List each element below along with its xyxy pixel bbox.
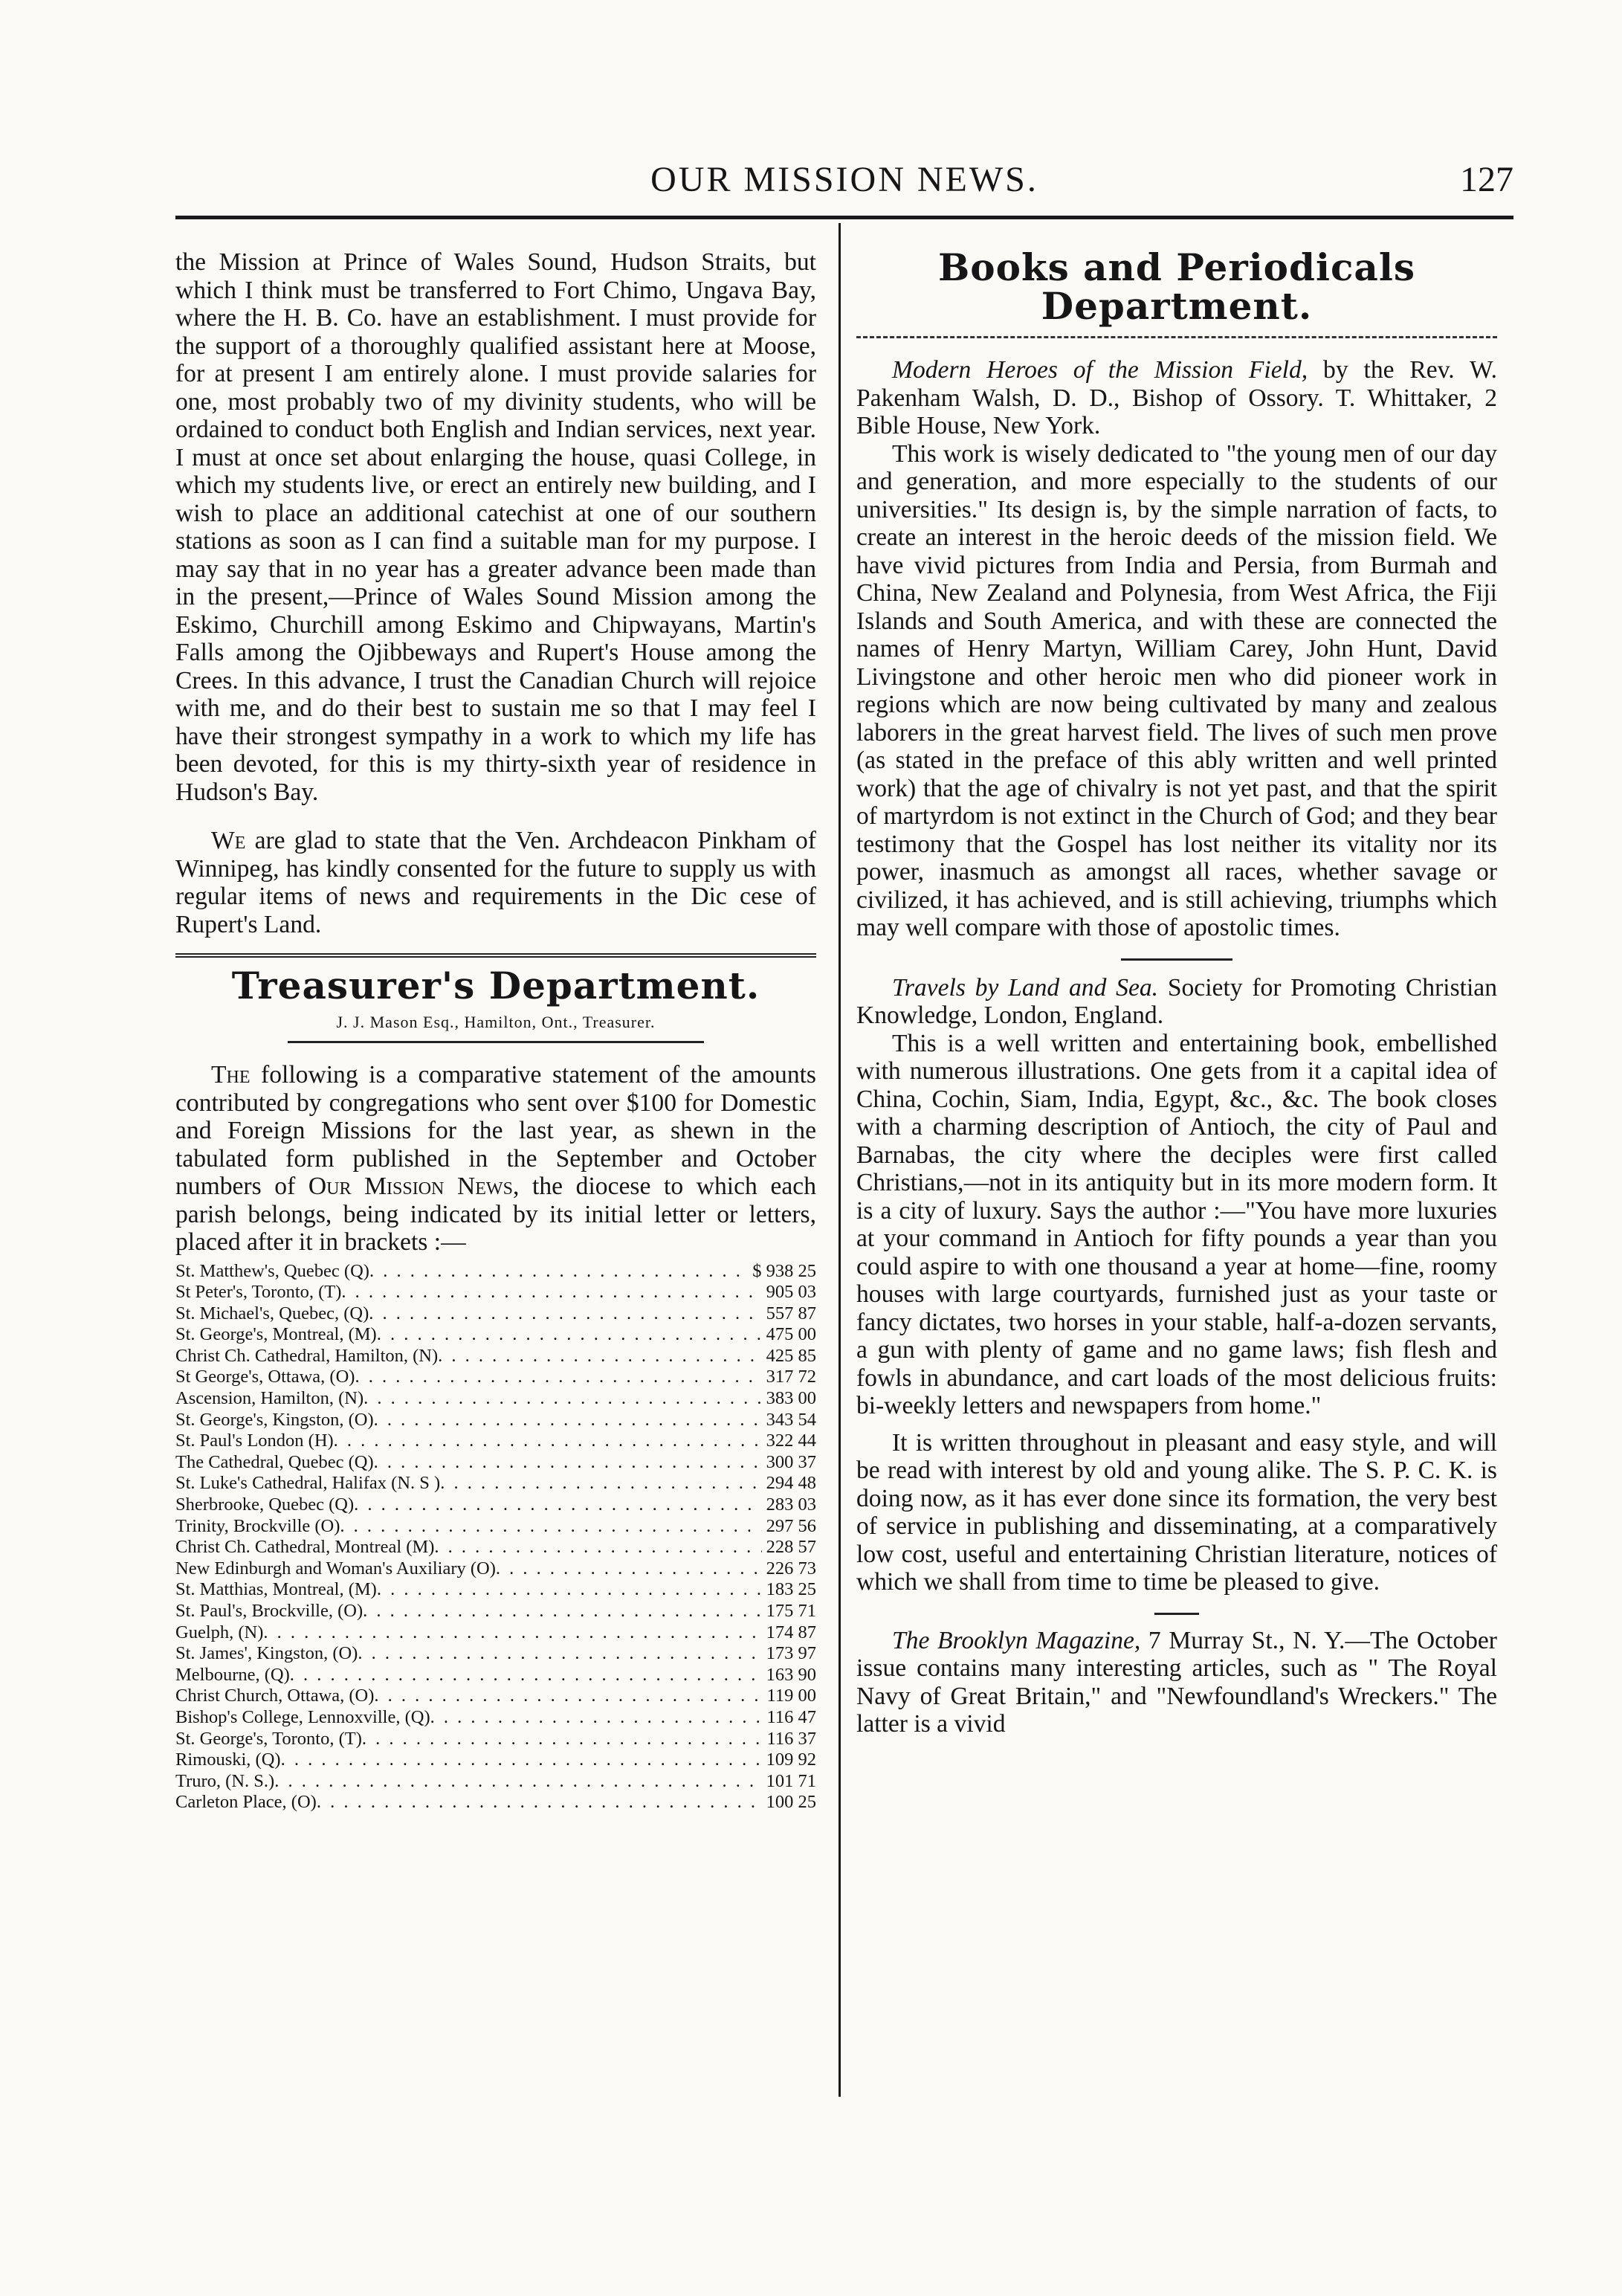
treasurer-heading: Treasurer's Department. [231, 964, 760, 1007]
review-travels-citation [856, 974, 1497, 1030]
contributions-list [175, 1261, 816, 1813]
review-travels-body: This is a well written and entertaining book, embellished with numerous illustrations. One gets from it a capital idea of China, Cochin, Siam, India, Egypt, &c., &c. The book closes with a charming description of Antioch, the city of Paul and Barnabas, the city where the deciples were first called Christians,—not in its antiquity but in its more modern form. It is a city of luxury. Says the author :—"You have more luxuries at your command in Antioch for fifty pounds a year than you could aspire to with one thousand a year at home—fine, roomy houses with large courtyards, furnished just as your taste or fancy dictates, two horses in your stable, half-a-dozen servants, a gun with plenty of game and no game laws; fish flesh and fowls in abundance, and cart loads of the most delicious fruits: bi-weekly letters and newspapers from home." [856, 1029, 1497, 1419]
contribution-row: Christ Church, Ottawa, (O) . . . 119 00 [175, 1686, 816, 1707]
treasurer-byline: J. J. Mason Esq., Hamilton, Ont., Treasurer. [336, 1013, 656, 1031]
letter-continuation: the Mission at Prince of Wales Sound, Hudson Straits, but which I think must be transferred to Fort Chimo, Ungava Bay, where the H. B. Co. have an establishment. I must provide for the support of a thoroughly qualified assistant here at Moose, for at present I am entirely alone. I must provide salaries for one, most probably two of my divinity students, who will be ordained to conduct both English and Indian services, next year. I must at once set about enlarging the house, quasi College, in which my students live, or erect an entirely new building, and I wish to place an additional catechist at one of our southern stations as soon as I can find a suitable man for my purpose. I may say that in no year has a greater advance been made than in the present,—Prince of Wales Sound Mission among the Eskimo, Churchill among Eskimo and Chipwayans, Martin's Falls among the Ojibbeways and Rupert's House among the Crees. In this advance, I trust the Canadian Church will rejoice with me, and do their best to sustain me so that I may feel I have their strongest sympathy in a work to which my life has been devoted, for this is my thirty-sixth year of residence in Hudson's Bay. [175, 248, 816, 806]
review-brooklyn-magazine [856, 1627, 1497, 1738]
contribution-row: St. George's, Toronto, (T) . . . 116 37 [175, 1729, 816, 1750]
notice-text: are glad to state that the Ven. Archdeacon Pinkham of Winnipeg, has kindly consented for the future to supply us with regular items of news and requirements in the Dic cese of Rupert's Land. [175, 827, 816, 938]
left-column [175, 248, 816, 1813]
review-travels-conclusion: It is written throughout in pleasant and easy style, and will be read with interest by old and young alike. The S. P. C. K. is doing now, as it has ever done since its formation, the very best of service in publishing and disseminating, at a comparatively low cost, useful and entertaining Christian literature, notices of which we shall from time to time be pleased to give. [856, 1428, 1497, 1596]
contribution-row: St George's, Ottawa, (O) . . . 317 72 [175, 1367, 816, 1388]
contribution-row: St. George's, Kingston, (O) . . . 343 54 [175, 1410, 816, 1431]
review-modern-heroes-citation [856, 356, 1497, 440]
contribution-row: St. James', Kingston, (O) . . . 173 97 [175, 1643, 816, 1665]
contribution-row: Carleton Place, (O) . . . 100 25 [175, 1792, 816, 1813]
notice-lead: We [211, 827, 246, 854]
contribution-row: Rimouski, (Q) . . . 109 92 [175, 1750, 816, 1771]
contribution-row: New Edinburgh and Woman's Auxiliary (O) . . . 226 73 [175, 1558, 816, 1580]
header-rule [175, 216, 1513, 219]
contribution-row: Christ Ch. Cathedral, Montreal (M) . . . 228 57 [175, 1537, 816, 1558]
statement-intro [175, 1061, 816, 1257]
contribution-row: St. Paul's, Brockville, (O) . . . 175 71 [175, 1601, 816, 1622]
books-heading: Books and Periodicals Department. [938, 245, 1415, 328]
statement-text-b: , the diocese to which each parish belongs, being indicated by its initial letter or letters, placed after it in brackets :— [175, 1173, 816, 1256]
right-column [856, 245, 1498, 1738]
contribution-row: St. Paul's London (H) . . . 322 44 [175, 1431, 816, 1452]
contribution-row: St. Matthew's, Quebec (Q) . . . $ 938 25 [175, 1261, 816, 1283]
running-title: OUR MISSION NEWS. [650, 160, 1038, 199]
statement-lead: The [211, 1061, 251, 1089]
archdeacon-notice [175, 827, 816, 938]
book-citation: by the Rev. W. Pakenham Walsh, D. D., Bishop of Ossory. T. Whittaker, 2 Bible House, New York. [856, 356, 1497, 439]
book-title: Travels by Land and Sea. [892, 973, 1159, 1002]
contribution-row: Christ Ch. Cathedral, Hamilton, (N) . . . 425 85 [175, 1346, 816, 1367]
statement-text-a: following is a comparative statement of the amounts contributed by congregations who sent over $100 for Domestic and Foreign Missions for the last year, as shewn in the tabulated form published in the September and October numbers of [175, 1061, 816, 1200]
contribution-row: Melbourne, (Q) . . . 163 90 [175, 1665, 816, 1686]
contribution-row: Bishop's College, Lennoxville, (Q) . . . 116 47 [175, 1707, 816, 1729]
column-rule [839, 223, 841, 2097]
page-number: 127 [1460, 160, 1513, 199]
contribution-row: St. Michael's, Quebec, (Q) . . . 557 87 [175, 1303, 816, 1325]
magazine-title: The Brooklyn Magazine, [892, 1626, 1141, 1654]
contribution-row: St. Matthias, Montreal, (M) . . . 183 25 [175, 1579, 816, 1601]
contribution-row: Ascension, Hamilton, (N) . . . 383 00 [175, 1388, 816, 1410]
contribution-row: Sherbrooke, Quebec (Q) . . . 283 03 [175, 1494, 816, 1516]
book-title: Modern Heroes of the Mission Field, [892, 356, 1308, 384]
contribution-row: St. George's, Montreal, (M) . . . 475 00 [175, 1324, 816, 1346]
contribution-row: Guelph, (N) . . . 174 87 [175, 1622, 816, 1644]
statement-paper-name: Our Mission News [308, 1173, 513, 1200]
contribution-row: St. Luke's Cathedral, Halifax (N. S ) . . . 294 48 [175, 1473, 816, 1494]
contribution-row: Trinity, Brockville (O) . . . 297 56 [175, 1516, 816, 1538]
running-header [175, 159, 1513, 204]
magazine-text: 7 Murray St., N. Y.—The October issue contains many interesting articles, such as " The Royal Navy of Great Britain," and "Newfoundland's Wreckers." The latter is a vivid [856, 1626, 1497, 1738]
contribution-row: St Peter's, Toronto, (T) . . . 905 03 [175, 1282, 816, 1303]
review-modern-heroes-body: This work is wisely dedicated to "the young men of our day and generation, and more especially to the students of our universities." Its design is, by the simple narration of facts, to create an interest in the heroic deeds of the mission field. We have vivid pictures from India and Persia, from Burmah and China, New Zealand and Polynesia, from West Africa, the Fiji Islands and South America, and with these are connected the names of Henry Martyn, William Carey, John Hunt, David Livingstone and other heroic men who did pioneer work in regions which are now being cultivated by many and zealous laborers in the great harvest field. The lives of such men prove (as stated in the preface of this ably written and well printed work) that the age of chivalry is not yet past, and that the spirit of martyrdom is not extinct in the Church of God; and they bear testimony that the Gospel has lost neither its vitality nor its power, inasmuch as amongst all races, whether savage or civilized, it has achieved, and is still achieving, triumphs which may well compare with those of apostolic times. [856, 439, 1497, 941]
book-citation: Society for Promoting Christian Knowledge, London, England. [856, 973, 1498, 1029]
contribution-row: The Cathedral, Quebec (Q) . . . 300 37 [175, 1452, 816, 1474]
contribution-row: Truro, (N. S.) . . . 101 71 [175, 1771, 816, 1793]
